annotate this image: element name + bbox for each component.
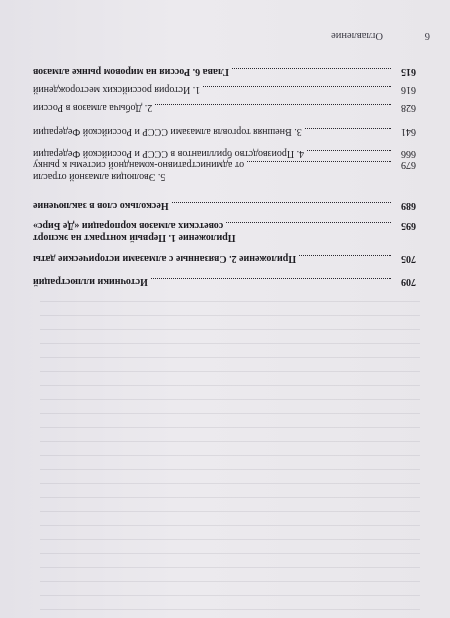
leader-dots	[307, 150, 391, 151]
toc-title: 4. Производство бриллиантов в СССР и Российской Федерации	[33, 148, 305, 159]
toc-entry-1	[33, 83, 416, 95]
toc-title: Источники иллюстраций	[33, 276, 148, 287]
toc-page: 666	[401, 148, 416, 159]
leader-dots	[203, 86, 391, 87]
toc-page: 615	[401, 66, 416, 77]
toc-title-line-1: 5. Эволюция алмазной отрасли	[33, 171, 166, 182]
leader-dots	[226, 222, 391, 223]
toc-title: 1. История российских месторождений	[33, 84, 201, 95]
toc-entry-appendix-2	[33, 252, 416, 264]
toc-title-line-1: Приложение 1. Первый контракт на экспорт	[33, 232, 236, 243]
page-header	[20, 27, 430, 41]
toc-title: Глава 6. Россия на мировом рынке алмазов	[33, 66, 229, 77]
toc-title: 2. Добыча алмазов в России	[33, 102, 153, 113]
toc-page: 679	[401, 159, 416, 170]
leader-dots	[155, 104, 391, 105]
toc-entry-5	[33, 158, 416, 182]
leader-dots	[247, 161, 391, 162]
toc-entry-appendix-1	[33, 219, 416, 243]
toc-page: 695	[401, 220, 416, 231]
toc-entry-illustration-sources	[33, 275, 416, 287]
toc-page: 641	[401, 126, 416, 137]
toc-page: 705	[401, 253, 416, 264]
toc-page: 628	[401, 102, 416, 113]
leader-dots	[299, 255, 391, 256]
toc-page: 689	[401, 200, 416, 211]
toc-entry-chapter-6	[33, 65, 416, 77]
toc-entry-2	[33, 101, 416, 113]
leader-dots	[151, 278, 391, 279]
leader-dots	[232, 68, 391, 69]
toc-page: 709	[401, 276, 416, 287]
toc-title-line-2: советских алмазов корпорации «Де Бирс»	[33, 220, 224, 231]
page-number: 6	[424, 30, 430, 41]
toc-entry-3	[33, 125, 416, 137]
leader-dots	[172, 202, 391, 203]
toc-title: Приложение 2. Связанные с алмазами исторические даты	[33, 253, 297, 264]
toc-title-line-2: от административно-командной системы к рынку	[33, 159, 245, 170]
toc-title: Несколько слов в заключение	[33, 200, 169, 211]
toc-entry-conclusion	[33, 199, 416, 211]
page-title: Оглавление	[331, 30, 383, 41]
toc-title: 3. Внешняя торговля алмазами СССР и Российской Федерации	[33, 126, 302, 137]
toc-page: 616	[401, 84, 416, 95]
leader-dots	[305, 128, 391, 129]
